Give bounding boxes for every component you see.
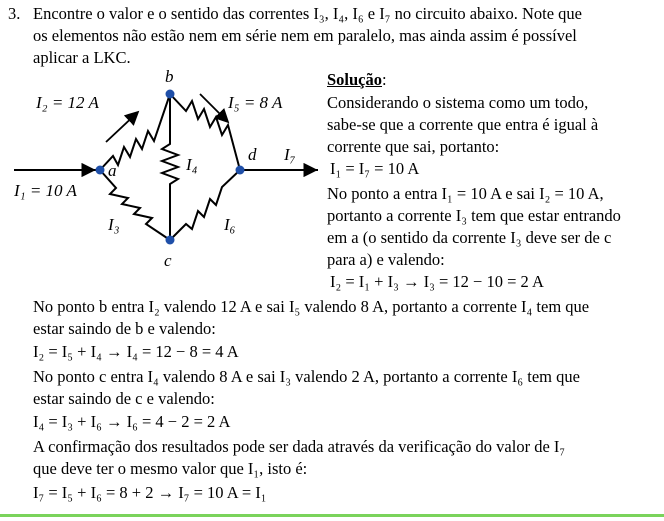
resistor-ab <box>100 94 170 170</box>
solution-title: Solução <box>327 70 383 89</box>
solution-p1-line3: corrente que sai, portanto: <box>327 137 500 156</box>
problem-number: 3. <box>8 4 21 23</box>
solution-p2-line2: portanto a corrente I₃ tem que estar entrando <box>327 206 621 225</box>
label-I2: I₂ = 12 A <box>36 93 99 112</box>
solution-heading <box>327 70 387 90</box>
resistor-bc <box>162 94 178 240</box>
label-I5: I₅ = 8 A <box>228 93 283 112</box>
equation-4: I₄ = I₃ + I₆ → I₆ = 4 − 2 = 2 A <box>33 412 231 431</box>
node-a-dot <box>96 166 105 175</box>
node-b-dot <box>166 90 175 99</box>
solution-p4-line2: estar saindo de c e valendo: <box>33 389 215 408</box>
solution-p2-line4: para a) e valendo: <box>327 250 445 269</box>
solution-title-colon: : <box>382 70 387 89</box>
label-I6: I₆ <box>224 215 236 234</box>
equation-1: I₁ = I₇ = 10 A <box>330 159 420 178</box>
node-d-label: d <box>248 145 257 164</box>
node-c-label: c <box>164 251 172 270</box>
solution-p5-line2: que deve ter o mesmo valor que I₁, isto é: <box>33 459 308 478</box>
node-d-dot <box>236 166 245 175</box>
solution-p2-line3: em a (o sentido da corrente I₃ deve ser de c <box>327 228 612 247</box>
problem-line-3: aplicar a LKC. <box>33 48 131 67</box>
solution-p5-line1: A confirmação dos resultados pode ser dada através da verificação do valor de I₇ <box>33 437 566 456</box>
node-a-label: a <box>108 161 117 180</box>
solution-p4-line1: No ponto c entra I₄ valendo 8 A e sai I₃ valendo 2 A, portanto a corrente I₆ tem que <box>33 367 580 386</box>
solution-p2-line1: No ponto a entra I₁ = 10 A e sai I₂ = 10 A, <box>327 184 604 203</box>
label-I4: I₄ <box>186 155 198 174</box>
solution-p3-line1: No ponto b entra I₂ valendo 12 A e sai I₅ valendo 8 A, portanto a corrente I₄ tem que <box>33 297 590 316</box>
node-c-dot <box>166 236 175 245</box>
circuit-diagram <box>0 62 320 272</box>
label-I3: I₃ <box>108 215 120 234</box>
arrow-I2 <box>106 112 138 142</box>
solution-p1-line2: sabe-se que a corrente que entra é igual à <box>327 115 599 134</box>
label-I7: I₇ <box>284 145 296 164</box>
problem-line-1: Encontre o valor e o sentido das correntes I₃, I₄, I₆ e I₇ no circuito abaixo. Note que <box>33 4 582 23</box>
label-I1: I₁ = 10 A <box>14 181 77 200</box>
equation-3: I₂ = I₅ + I₄ → I₄ = 12 − 8 = 4 A <box>33 342 239 361</box>
node-b-label: b <box>165 67 174 86</box>
solution-p1-line1: Considerando o sistema como um todo, <box>327 93 589 112</box>
equation-2: I₂ = I₁ + I₃ → I₃ = 12 − 10 = 2 A <box>330 272 544 291</box>
problem-line-2: os elementos não estão nem em série nem em paralelo, mas ainda assim é possível <box>33 26 577 45</box>
solution-p3-line2: estar saindo de b e valendo: <box>33 319 216 338</box>
equation-5: I₇ = I₅ + I₆ = 8 + 2 → I₇ = 10 A = I₁ <box>33 483 267 502</box>
bottom-divider <box>0 514 664 517</box>
